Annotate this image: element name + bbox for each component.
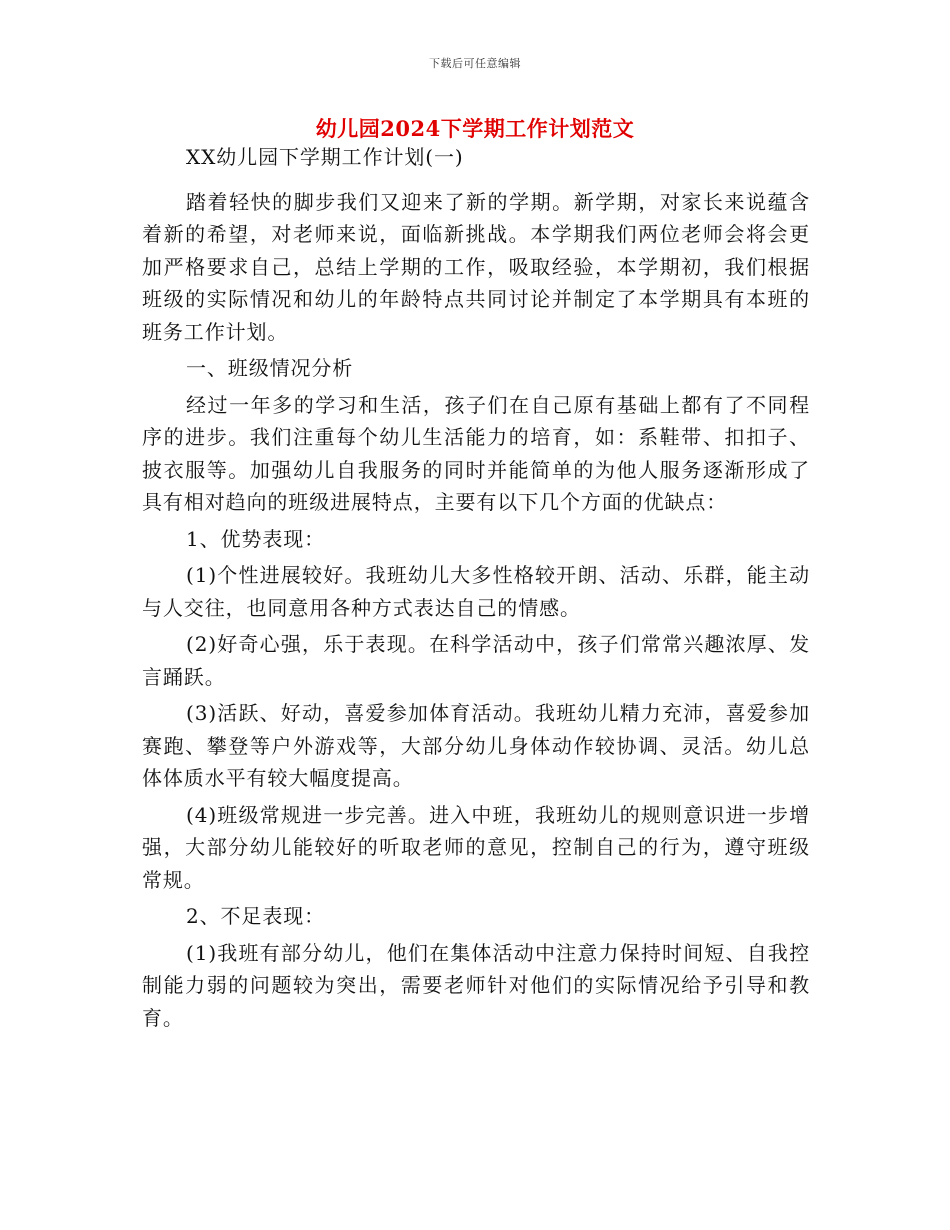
- header-note: 下载后可任意编辑: [429, 57, 521, 70]
- paragraph-strength-3: (3)活跃、好动，喜爱参加体育活动。我班幼儿精力充沛，喜爱参加赛跑、攀登等户外游戏等，大部分幼儿身体动作较协调、灵活。幼儿总体体质水平有较大幅度提高。: [142, 701, 810, 790]
- document-title: 幼儿园2024下学期工作计划范文: [315, 116, 635, 141]
- document-subtitle: XX幼儿园下学期工作计划(一): [186, 145, 464, 169]
- paragraph-class-analysis: 经过一年多的学习和生活，孩子们在自己原有基础上都有了不同程序的进步。我们注重每个幼儿生活能力的培育，如：系鞋带、扣扣子、披衣服等。加强幼儿自我服务的同时并能简单的为他人服务逐渐形成了具有相对趋向的班级进展特点，主要有以下几个方面的优缺点：: [142, 392, 810, 514]
- paragraph-intro: 踏着轻快的脚步我们又迎来了新的学期。新学期，对家长来说蕴含着新的希望，对老师来说，面临新挑战。本学期我们两位老师会将会更加严格要求自己，总结上学期的工作，吸取经验，本学期初，我们根据班级的实际情况和幼儿的年龄特点共同讨论并制定了本学期具有本班的班务工作计划。: [142, 189, 810, 344]
- paragraph-strength-4: (4)班级常规进一步完善。进入中班，我班幼儿的规则意识进一步增强，大部分幼儿能较好的听取老师的意见，控制自己的行为，遵守班级常规。: [142, 802, 810, 892]
- paragraph-strength-1: (1)个性进展较好。我班幼儿大多性格较开朗、活动、乐群，能主动与人交往，也同意用各种方式表达自己的情感。: [142, 563, 810, 620]
- section-heading-class-analysis: 一、班级情况分析: [186, 356, 354, 380]
- subheading-weaknesses: 2、不足表现：: [186, 904, 326, 928]
- subheading-strengths: 1、优势表现：: [186, 526, 326, 551]
- document-body: [142, 141, 810, 1038]
- paragraph-strength-2: (2)好奇心强，乐于表现。在科学活动中，孩子们常常兴趣浓厚、发言踊跃。: [142, 632, 810, 689]
- paragraph-weakness-1: (1)我班有部分幼儿，他们在集体活动中注意力保持时间短、自我控制能力弱的问题较为突出，需要老师针对他们的实际情况给予引导和教育。: [142, 940, 810, 1030]
